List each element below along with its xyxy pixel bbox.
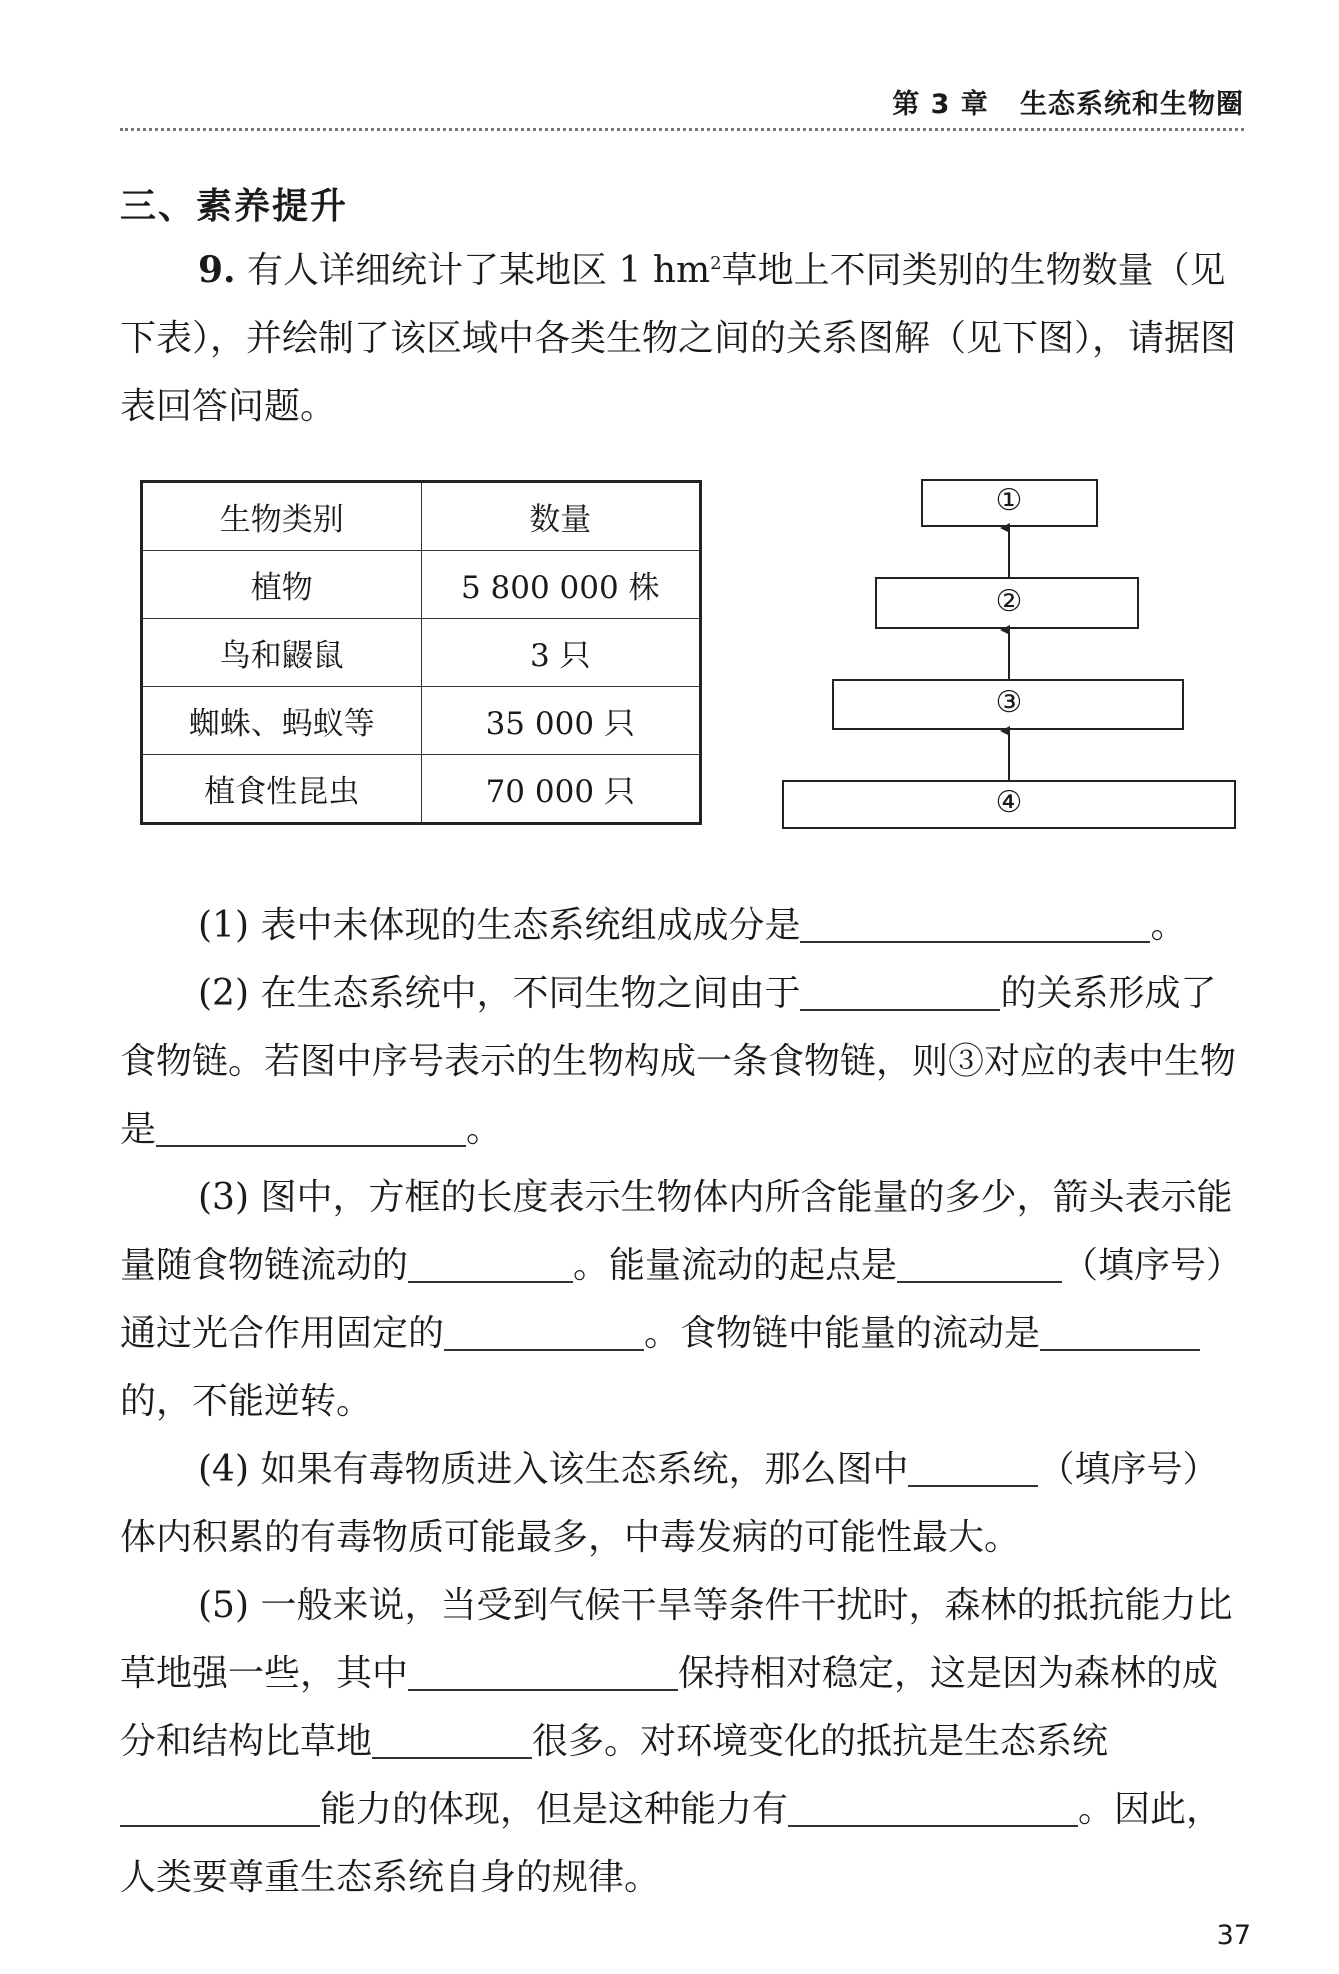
q5-text-a: (5) 一般来说，当受到气候干旱等条件干扰时，森林的抵抗能力比草地强一些，其中 — [120, 1585, 1233, 1694]
answer-blank[interactable] — [156, 1109, 466, 1147]
q3-text-d: 。食物链中能量的流动是 — [644, 1313, 1041, 1354]
sub-question-1 — [120, 892, 1245, 960]
q2-text-a: (2) 在生态系统中，不同生物之间由于 — [198, 973, 801, 1014]
answer-blank[interactable] — [408, 1245, 573, 1283]
table-cell: 35 000 只 — [421, 687, 701, 755]
sub-question-4 — [120, 1436, 1245, 1572]
table-cell: 植食性昆虫 — [142, 755, 422, 824]
table-cell: 5 800 000 株 — [421, 551, 701, 619]
table-row — [142, 687, 701, 755]
q2-text-b: 的关系形成了食物链。若图中序号表示的生物构成一条食物链，则③对应的表中生物是 — [120, 973, 1237, 1150]
q4-text-a: (4) 如果有毒物质进入该生态系统，那么图中 — [198, 1449, 909, 1490]
table-row — [142, 755, 701, 824]
q3-text-c: （填序号）通过光合作用固定的 — [120, 1245, 1243, 1354]
page-header — [120, 82, 1244, 131]
section-title: 三、素养提升 — [120, 186, 349, 227]
answer-blank[interactable] — [444, 1313, 644, 1351]
q3-text-b: 。能量流动的起点是 — [573, 1245, 898, 1286]
chapter-title: 生态系统和生物圈 — [1020, 89, 1244, 120]
q3-text-a: (3) 图中，方框的长度表示生物体内所含能量的多少，箭头表示能量随食物链流动的 — [120, 1177, 1233, 1286]
answer-blank[interactable] — [800, 905, 1150, 943]
q1-text: (1) 表中未体现的生态系统组成成分是 — [198, 905, 801, 946]
table-cell: 70 000 只 — [421, 755, 701, 824]
sub-question-3 — [120, 1164, 1245, 1436]
table-header-cell: 数量 — [421, 482, 701, 551]
answer-blank[interactable] — [908, 1449, 1038, 1487]
answer-blank[interactable] — [372, 1721, 532, 1759]
q5-text-c: 很多。对环境变化的抵抗是生态系统 — [532, 1721, 1109, 1762]
q3-end: 的，不能逆转。 — [120, 1381, 373, 1422]
table-cell: 鸟和鼹鼠 — [142, 619, 422, 687]
intro-text-a: 有人详细统计了某地区 1 hm — [247, 250, 711, 291]
q1-end: 。 — [1150, 905, 1187, 946]
energy-pyramid-diagram — [780, 478, 1240, 838]
table-cell: 3 只 — [421, 619, 701, 687]
pyramid-svg — [780, 478, 1240, 838]
table-cell: 植物 — [142, 551, 422, 619]
q5-text-b: 保持相对稳定，这是因为森林的成分和结构比草地 — [120, 1653, 1219, 1762]
answer-blank[interactable] — [120, 1789, 320, 1827]
answer-blank[interactable] — [897, 1245, 1062, 1283]
table-row — [142, 619, 701, 687]
pyramid-label-1: ① — [995, 483, 1023, 518]
table-header-cell: 生物类别 — [142, 482, 422, 551]
table-row — [142, 551, 701, 619]
answer-blank[interactable] — [1040, 1313, 1200, 1351]
q5-text-d: 能力的体现，但是这种能力有 — [320, 1789, 789, 1830]
table-header-row — [142, 482, 701, 551]
intro-text-b: 草地上不同类别的生物数量（见下表），并绘制了该区域中各类生物之间的关系图解（见下图），请据图表回答问题。 — [120, 250, 1237, 427]
answer-blank[interactable] — [408, 1653, 678, 1691]
sub-question-5 — [120, 1572, 1245, 1912]
q2-end: 。 — [466, 1109, 503, 1150]
answer-blank[interactable] — [800, 973, 1000, 1011]
chapter-number: 第 3 章 — [892, 89, 989, 120]
table-cell: 蜘蛛、蚂蚁等 — [142, 687, 422, 755]
intro-superscript: 2 — [710, 253, 722, 274]
question-intro — [120, 236, 1245, 441]
question-number: 9. — [198, 249, 236, 291]
q5-text-e: 。因此，人类要尊重生态系统自身的规律。 — [120, 1789, 1223, 1898]
pyramid-label-3: ③ — [995, 685, 1023, 720]
pyramid-label-2: ② — [995, 584, 1023, 619]
page-number: 37 — [1216, 1920, 1251, 1951]
pyramid-label-4: ④ — [995, 785, 1023, 820]
sub-question-2 — [120, 960, 1245, 1164]
chapter-heading — [892, 82, 1244, 121]
q4-text-b: （填序号）体内积累的有毒物质可能最多，中毒发病的可能性最大。 — [120, 1449, 1219, 1558]
organism-count-table — [140, 480, 702, 825]
answer-blank[interactable] — [788, 1789, 1078, 1827]
